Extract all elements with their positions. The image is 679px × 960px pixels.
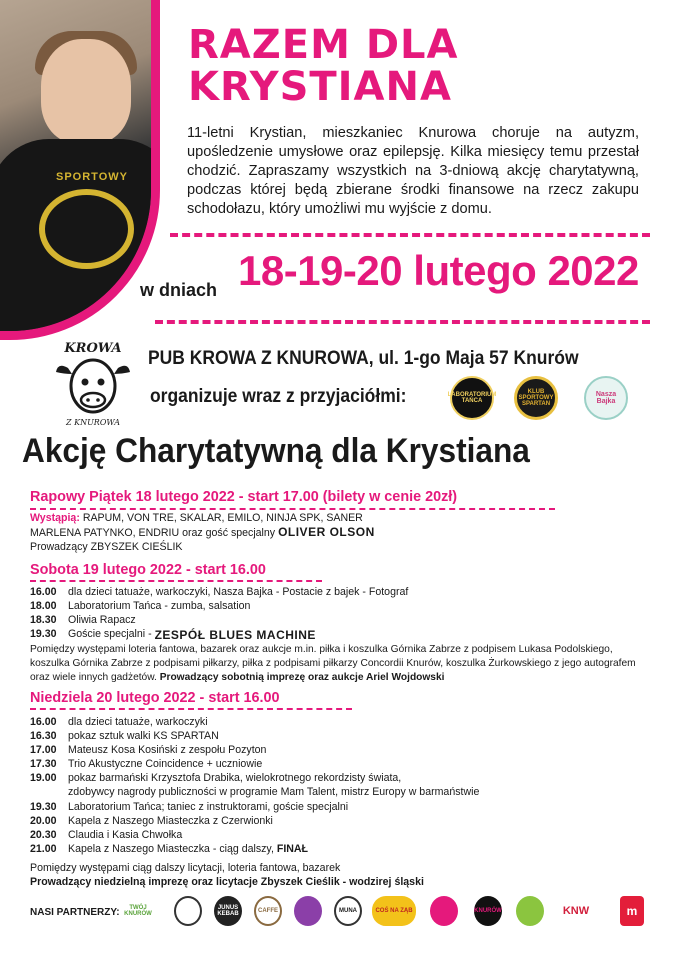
friday-performers-line-2 [30, 526, 375, 540]
photo-shirt-text: SPORTOWY [56, 171, 128, 183]
friend-logo-laboratorium: LABORATORIUM TAŃCA [450, 376, 494, 420]
partner-logo-2 [174, 896, 202, 926]
performers-label: Wystąpią: [30, 512, 80, 524]
saturday-item [30, 600, 250, 612]
friend-logo-spartan: KLUB SPORTOWY SPARTAN [514, 376, 558, 420]
partner-logo-twoj-knurow: TWÓJ KNURÓW [124, 905, 152, 917]
sunday-title: Niedziela 20 lutego 2022 - start 16.00 [30, 690, 280, 706]
sunday-item [30, 786, 479, 798]
partner-logo-10 [516, 896, 544, 926]
friday-underline [30, 508, 555, 510]
krowa-logo-top-text: KROWA [64, 341, 122, 356]
saturday-item-time: 16.00 [30, 586, 57, 598]
sunday-item-time [30, 786, 68, 798]
saturday-item-time: 18.30 [30, 614, 57, 626]
friend-logo-nasza-bajka: Nasza Bajka [584, 376, 628, 420]
sunday-item [30, 801, 348, 813]
sunday-item-text: pokaz barmański Krzysztofa Drabika, wielokrotnego rekordzisty świata, [68, 772, 402, 784]
sunday-item [30, 772, 401, 784]
main-heading: Akcję Charytatywną dla Krystiana [22, 432, 530, 470]
partner-logo-junus-kebab: JUNUS KEBAB [214, 896, 242, 926]
sunday-closing-2: Prowadzący niedzielną imprezę oraz licytacje Zbyszek Cieślik - wodzirej śląski [30, 876, 424, 888]
sunday-final-time: 21.00 [30, 843, 57, 855]
sunday-item-time: 17.00 [30, 744, 57, 756]
sunday-item [30, 716, 208, 728]
divider-bottom [155, 320, 650, 324]
sunday-item-text: dla dzieci tatuaże, warkoczyki [68, 716, 208, 728]
sunday-item-time: 16.30 [30, 730, 57, 742]
sunday-final-bold: FINAŁ [276, 843, 309, 855]
saturday-special-guest [30, 628, 316, 642]
partner-logo-knw: KNW [562, 905, 590, 917]
krowa-logo-bottom-text: Z KNUROWA [65, 418, 121, 427]
sunday-item-time: 19.00 [30, 772, 57, 784]
sunday-underline [30, 708, 352, 710]
sunday-item-text: zdobywcy nagrody publiczności w programie Mam Talent, mistrz Europy w barmaństwie [68, 786, 480, 798]
sunday-item-text: pokaz sztuk walki KS SPARTAN [68, 730, 219, 742]
friday-performers-line-1 [30, 512, 363, 525]
sunday-item [30, 730, 219, 742]
saturday-guest-time: 19.30 [30, 628, 57, 640]
dates-prefix: w dniach [140, 280, 218, 300]
saturday-auction-2: koszulka Górnika Zabrze z podpisami piłkarzy, piłka z podpisami piłkarzy Concordii Knurów, koszulka Żurkowskiego z jego autografem [30, 658, 636, 669]
photo-face [41, 39, 131, 144]
saturday-item-text: dla dzieci tatuaże, warkoczyki, Nasza Bajka - Postacie z bajek - Fotograf [68, 586, 409, 598]
saturday-guest-label: Goście specjalni - [68, 628, 152, 640]
sunday-item-time: 20.00 [30, 815, 57, 827]
sunday-item-text: Claudia i Kasia Chwołka [68, 829, 183, 841]
sunday-closing-1: Pomiędzy występami ciąg dalszy licytacji, loteria fantowa, bazarek [30, 862, 341, 874]
saturday-auction-3-text: oraz wiele innych gadżetów. [30, 672, 157, 683]
pub-address: PUB KROWA Z KNUROWA, ul. 1-go Maja 57 Knurów [148, 348, 579, 369]
intro-paragraph: 11-letni Krystian, mieszkaniec Knurowa choruje na autyzm, upośledzenie umysłowe oraz epilepsję. Kilka miesięcy temu przestał chodzić. Zapraszamy wszystkich na 3-dniową akcję charytatywną, podczas której będą zbierane środki finansowe na rzecz zakupu schodołazu, który umożliwi mu wyjście z domu. [187, 125, 639, 217]
saturday-auction-host: Prowadzący sobotnią imprezę oraz aukcje Ariel Wojdowski [159, 672, 445, 683]
friday-host: Prowadzący ZBYSZEK CIEŚLIK [30, 541, 183, 553]
performers-list-2: MARLENA PATYNKO, ENDRIU oraz gość specjalny [30, 527, 276, 539]
partner-logo-caffe: CAFFE [254, 896, 282, 926]
sunday-item-text: Laboratorium Tańca; taniec z instruktorami, goście specjalni [68, 801, 349, 813]
krowa-logo [50, 336, 136, 428]
sunday-final [30, 843, 308, 855]
partner-logo-5 [294, 896, 322, 926]
sunday-item [30, 829, 182, 841]
saturday-title: Sobota 19 lutego 2022 - start 16.00 [30, 562, 266, 578]
title-line-1: RAZEM DLA [188, 22, 459, 68]
sunday-item [30, 815, 273, 827]
performers-list-1: RAPUM, VON TRE, SKALAR, EMILO, NINJA SPK, SANER [82, 512, 363, 524]
friday-title: Rapowy Piątek 18 lutego 2022 - start 17.00 (bilety w cenie 20zł) [30, 489, 458, 505]
sunday-item-text: Trio Akustyczne Coincidence + uczniowie [68, 758, 263, 770]
saturday-underline [30, 580, 322, 582]
saturday-item [30, 614, 136, 626]
saturday-auction-3 [30, 671, 444, 684]
event-dates: 18-19-20 lutego 2022 [238, 247, 639, 294]
partner-logo-8 [430, 896, 458, 926]
photo-shirt-print [39, 189, 134, 269]
sunday-final-text: Kapela z Naszego Miasteczka - ciąg dalszy, [68, 843, 274, 855]
partner-logo-cos-na-zab: COŚ NA ZĄB [372, 896, 416, 926]
sunday-item-time: 20.30 [30, 829, 57, 841]
sunday-item-text: Mateusz Kosa Kosiński z zespołu Pozyton [68, 744, 267, 756]
sunday-item-text: Kapela z Naszego Miasteczka z Czerwionki [68, 815, 273, 827]
saturday-guest-name: ZESPÓŁ BLUES MACHINE [154, 628, 316, 642]
divider-top [170, 233, 650, 237]
sunday-item [30, 758, 262, 770]
organizer-line: organizuje wraz z przyjaciółmi: [150, 386, 407, 407]
saturday-item [30, 586, 408, 598]
saturday-auction-1: Pomiędzy występami loteria fantowa, bazarek oraz aukcje m.in. piłka i koszulka Górnika Zabrze z podpisem Lukasa Podolskiego, [30, 644, 613, 655]
sunday-item [30, 744, 266, 756]
poster-title [188, 24, 508, 108]
saturday-item-text: Oliwia Rapacz [68, 614, 136, 626]
saturday-item-text: Laboratorium Tańca - zumba, salsation [68, 600, 251, 612]
child-photo [0, 0, 160, 340]
saturday-item-time: 18.00 [30, 600, 57, 612]
sunday-item-time: 19.30 [30, 801, 57, 813]
partner-logo-m: m [620, 896, 644, 926]
partners-label: NASI PARTNERZY: [30, 907, 120, 918]
sunday-item-time: 17.30 [30, 758, 57, 770]
partner-logo-knurow: KNURÓW [474, 896, 502, 926]
sunday-item-time: 16.00 [30, 716, 57, 728]
special-guest: OLIVER OLSON [278, 525, 375, 539]
partner-logo-muna: MUNA [334, 896, 362, 926]
title-line-2: KRYSTIANA [188, 64, 452, 110]
